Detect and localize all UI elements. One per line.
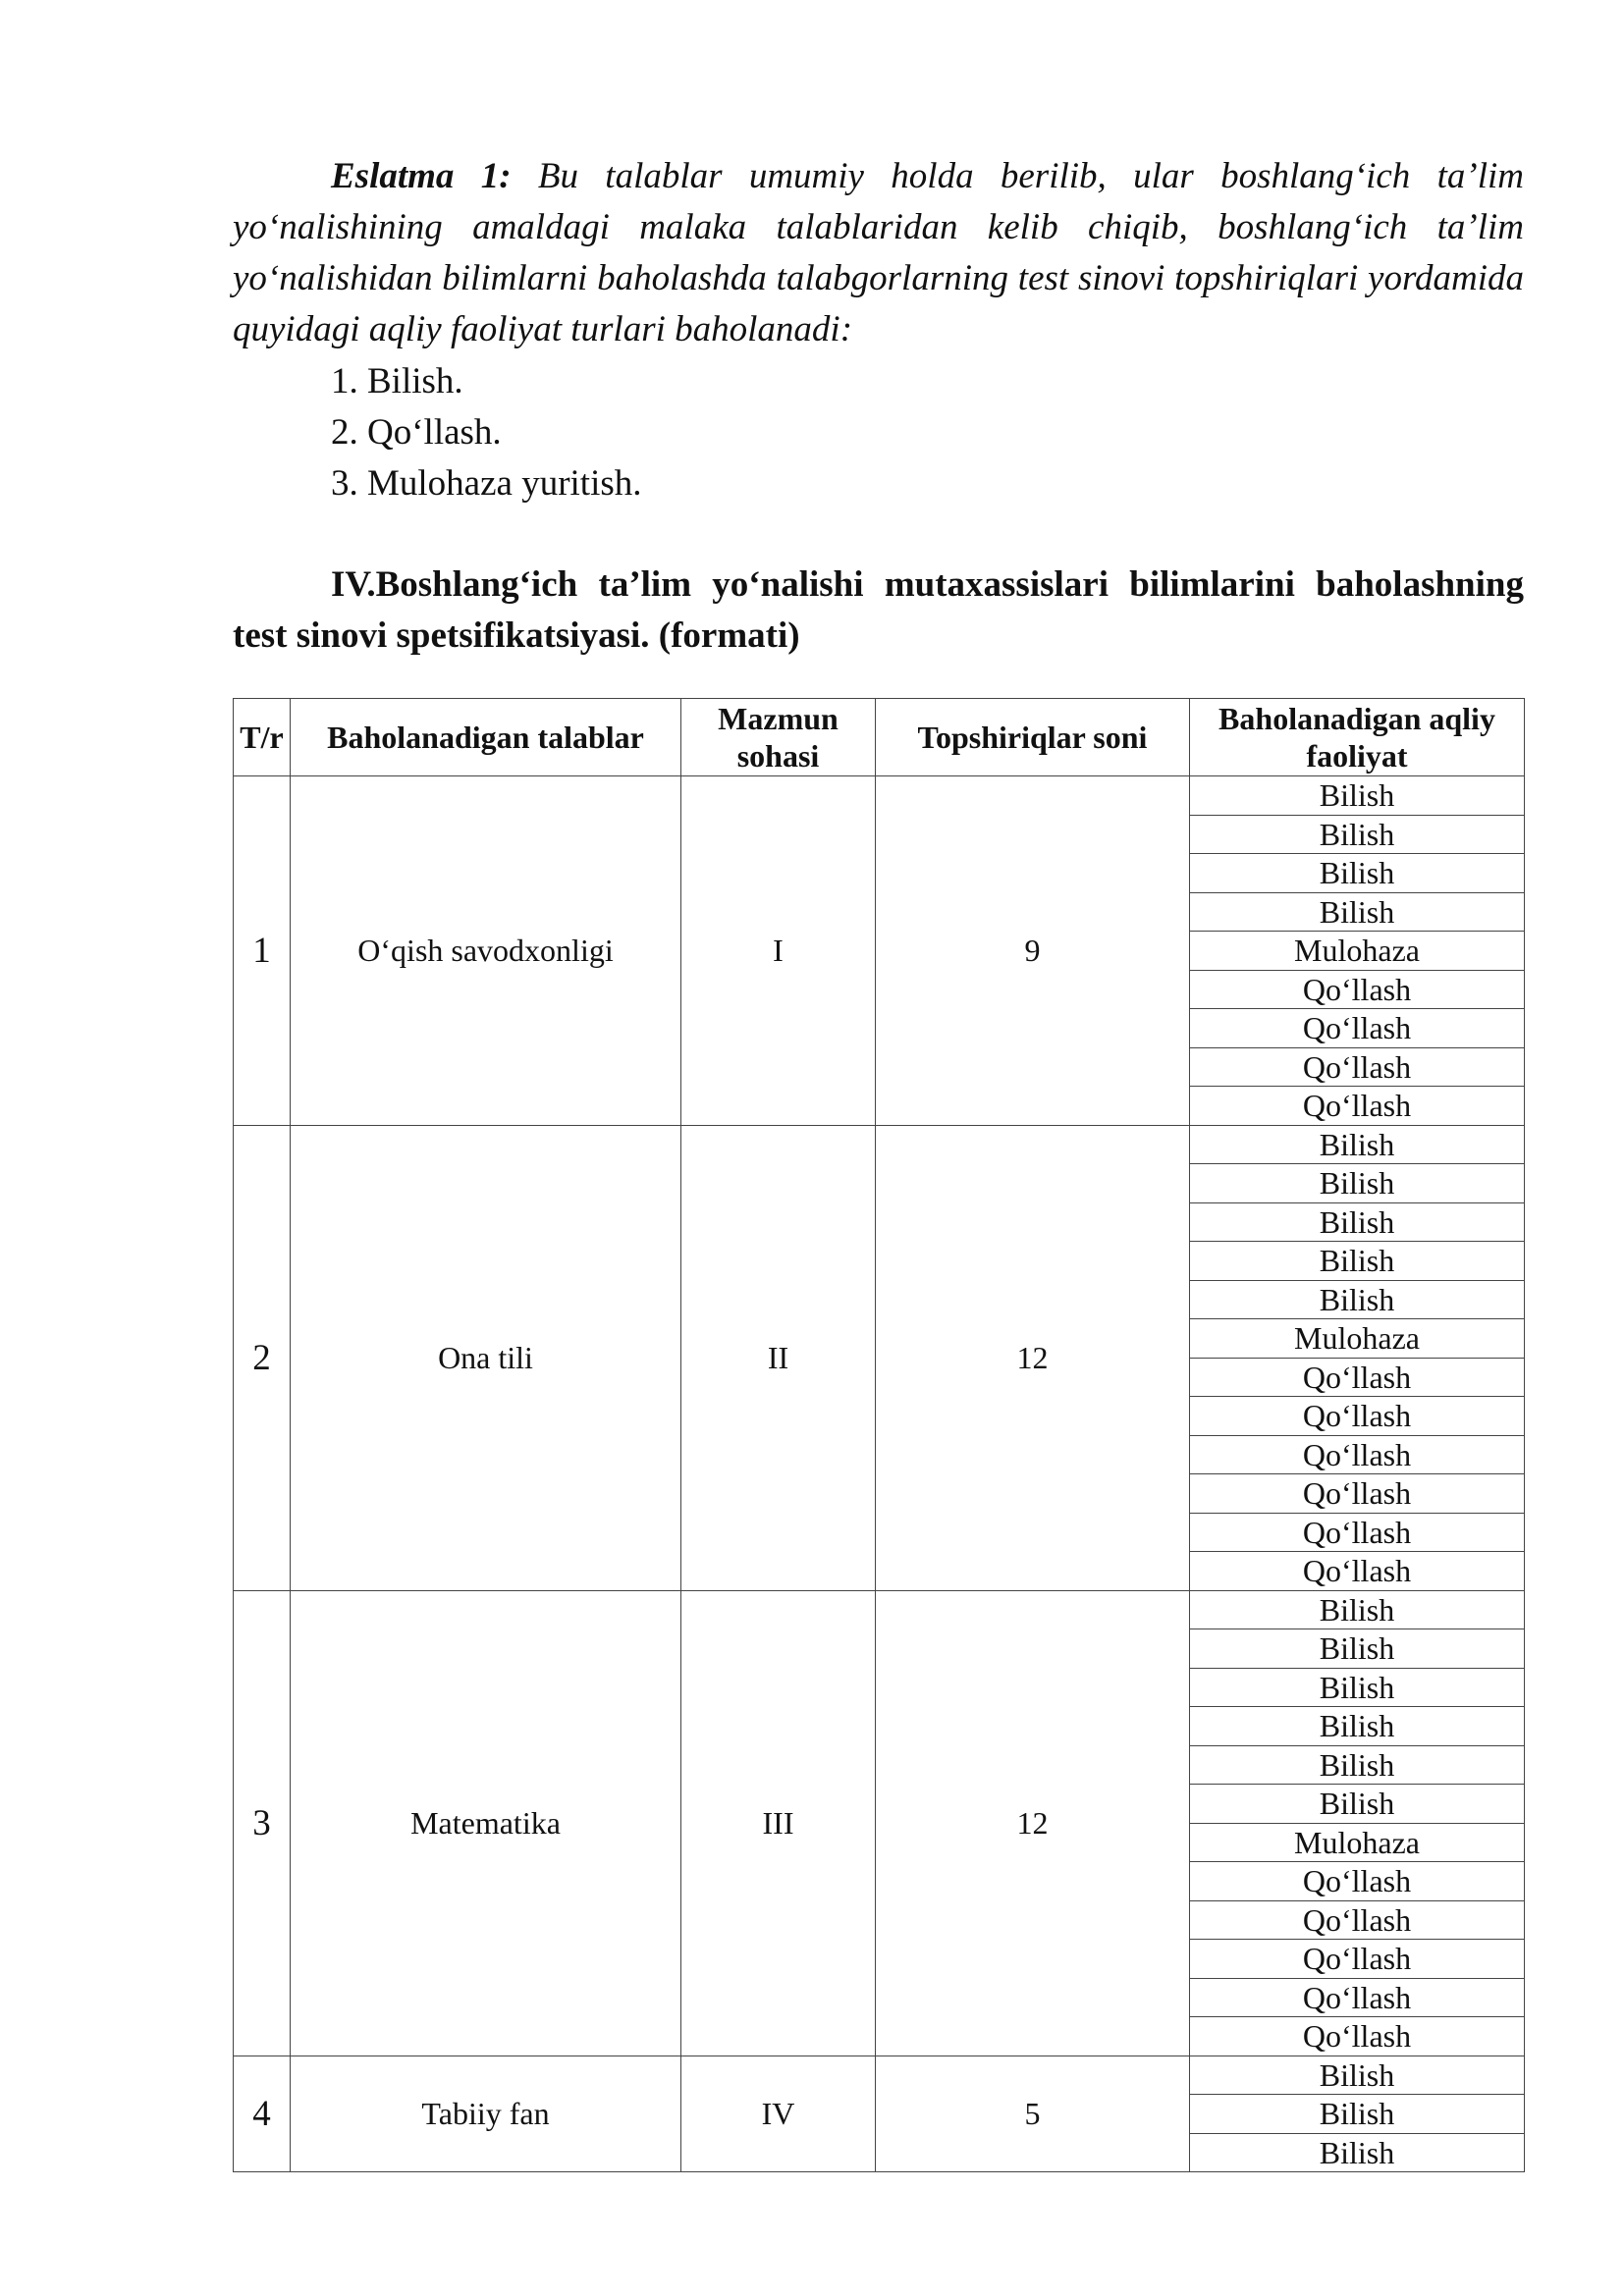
cell-activity: Qo‘llash [1190,1047,1525,1087]
header-requirements: Baholanadigan talablar [291,699,681,776]
cell-activity: Bilish [1190,1164,1525,1203]
section-heading-text: IV.Boshlang‘ich ta’lim yo‘nalishi mutaxassislari bilimlarini baholashning test sinovi spetsifikatsiyasi. (formati) [233,564,1524,656]
cell-activity: Bilish [1190,1668,1525,1707]
header-activity: Baholanadigan aqliy faoliyat [1190,699,1525,776]
note-text: Bu talablar umumiy holda berilib, ular boshlang‘ich ta’lim yo‘nalishining amaldagi malaka talablaridan kelib chiqib, boshlang‘ich ta’lim yo‘nalishidan bilimlarni baholashda talabgorlarning test sinovi topshiriqlari yordamida quyidagi aqliy faoliyat turlari baholanadi: [233,156,1524,349]
activity-list [331,356,642,509]
cell-area: III [681,1590,876,2056]
cell-requirement: O‘qish savodxonligi [291,776,681,1126]
cell-activity: Qo‘llash [1190,1087,1525,1126]
list-item: 3. Mulohaza yuritish. [331,463,642,504]
cell-requirement: Matematika [291,1590,681,2056]
cell-activity: Bilish [1190,1202,1525,1242]
cell-activity: Bilish [1190,1707,1525,1746]
cell-activity: Bilish [1190,776,1525,816]
table-row [234,1125,1525,1164]
cell-activity: Qo‘llash [1190,1978,1525,2017]
cell-activity: Bilish [1190,1590,1525,1629]
cell-activity: Bilish [1190,1629,1525,1669]
cell-activity: Mulohaza [1190,1319,1525,1359]
cell-activity: Qo‘llash [1190,970,1525,1009]
cell-area: II [681,1125,876,1590]
cell-count: 5 [876,2056,1190,2172]
cell-activity: Qo‘llash [1190,1900,1525,1940]
cell-activity: Qo‘llash [1190,1397,1525,1436]
cell-activity: Bilish [1190,854,1525,893]
table-row [234,1590,1525,1629]
cell-activity: Bilish [1190,2056,1525,2095]
cell-activity: Mulohaza [1190,1823,1525,1862]
header-area: Mazmun sohasi [681,699,876,776]
cell-activity: Qo‘llash [1190,1940,1525,1979]
note-lead: Eslatma 1: [331,156,512,196]
cell-activity: Qo‘llash [1190,1435,1525,1474]
cell-activity: Qo‘llash [1190,1862,1525,1901]
cell-count: 12 [876,1590,1190,2056]
cell-activity: Qo‘llash [1190,1552,1525,1591]
list-item: 1. Bilish. [331,361,463,401]
table-row [234,776,1525,816]
cell-num: 2 [234,1125,291,1590]
table-row [234,2056,1525,2095]
section-heading [233,560,1524,662]
cell-area: IV [681,2056,876,2172]
cell-activity: Bilish [1190,2095,1525,2134]
specification-table [233,698,1525,2172]
cell-activity: Bilish [1190,815,1525,854]
cell-activity: Bilish [1190,1280,1525,1319]
cell-activity: Bilish [1190,1785,1525,1824]
cell-activity: Bilish [1190,1125,1525,1164]
table-body [234,776,1525,2172]
list-item: 2. Qo‘llash. [331,412,502,453]
cell-num: 4 [234,2056,291,2172]
cell-requirement: Ona tili [291,1125,681,1590]
cell-num: 1 [234,776,291,1126]
cell-count: 12 [876,1125,1190,1590]
cell-activity: Bilish [1190,1745,1525,1785]
table-header-row [234,699,1525,776]
cell-activity: Bilish [1190,892,1525,932]
cell-activity: Qo‘llash [1190,2017,1525,2056]
cell-area: I [681,776,876,1126]
cell-activity: Qo‘llash [1190,1474,1525,1514]
cell-activity: Qo‘llash [1190,1009,1525,1048]
cell-activity: Bilish [1190,1242,1525,1281]
cell-activity: Mulohaza [1190,932,1525,971]
cell-count: 9 [876,776,1190,1126]
cell-num: 3 [234,1590,291,2056]
cell-activity: Qo‘llash [1190,1358,1525,1397]
header-num: T/r [234,699,291,776]
note-paragraph [233,151,1524,355]
header-count: Topshiriqlar soni [876,699,1190,776]
cell-activity: Qo‘llash [1190,1513,1525,1552]
cell-requirement: Tabiiy fan [291,2056,681,2172]
cell-activity: Bilish [1190,2133,1525,2172]
